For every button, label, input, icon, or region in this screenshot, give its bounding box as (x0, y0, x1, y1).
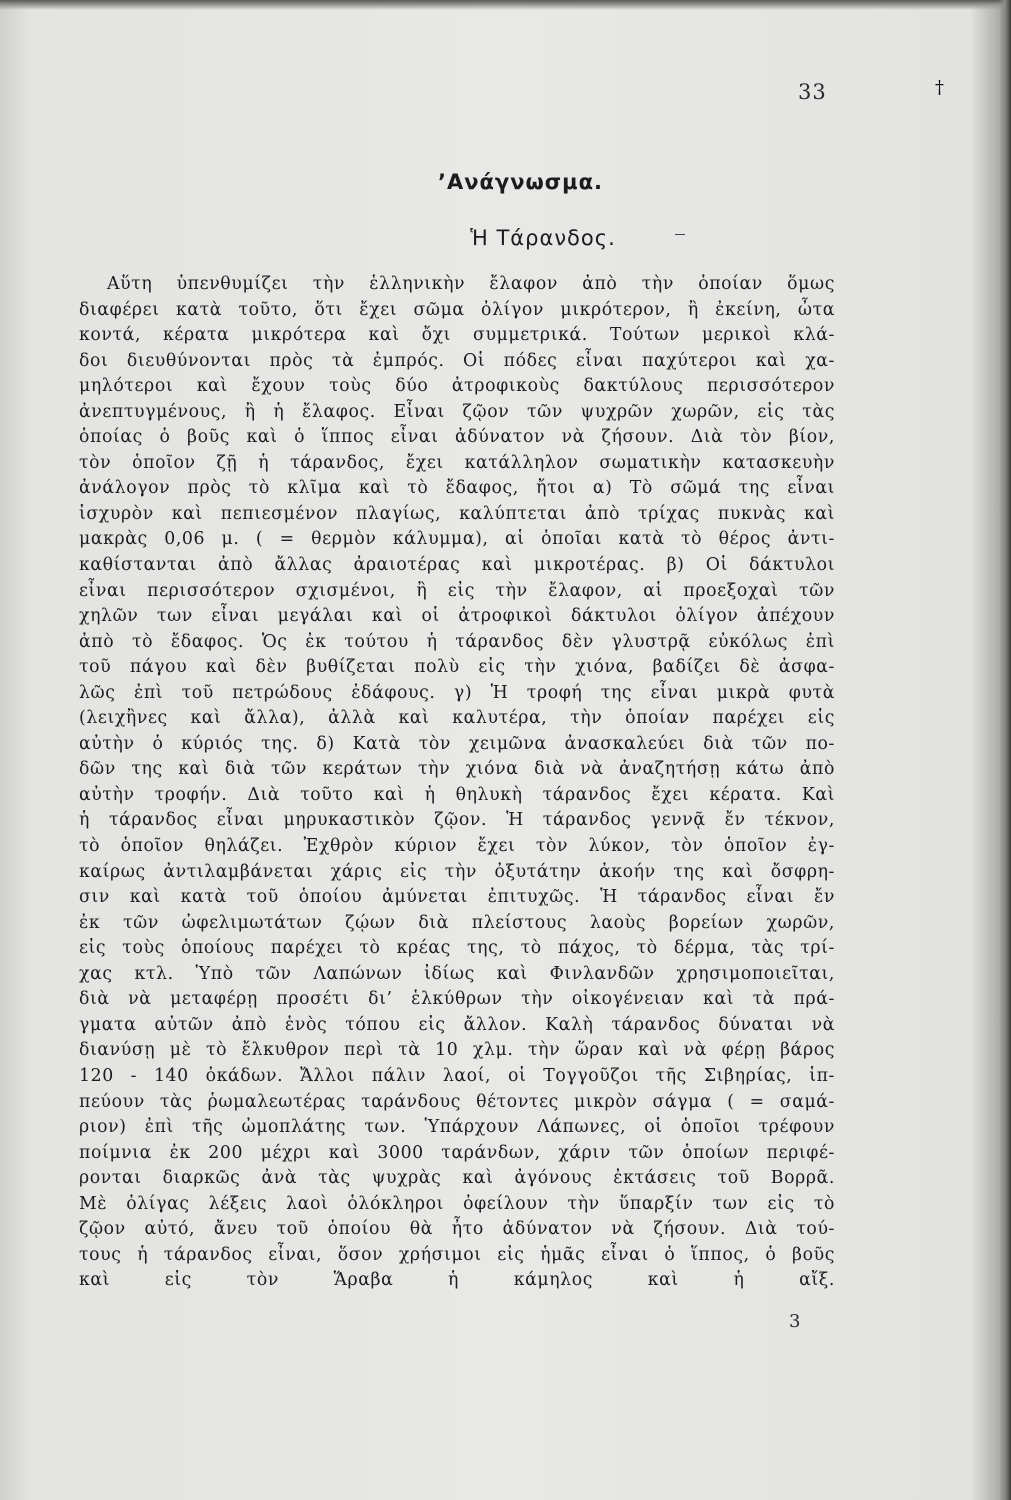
text-line: (λειχἢνες καὶ ἄλλα), ἀλλὰ καὶ καλυτέρα, τὴν ὁποίαν παρέχει εἰς (79, 708, 835, 729)
text-line: τὸ ὁποῖον θηλάζει. Ἐχθρὸν κύριον ἔχει τὸν λύκον, τὸν ὁποῖον ἐγ- (79, 836, 835, 857)
text-line: ἀπὸ τὸ ἔδαφος. Ὁς ἐκ τούτου ἡ τάρανδος δὲν γλυστρᾷ εὐκόλως ἐπὶ (79, 631, 835, 652)
text-line: ριον) ἐπὶ τῆς ὠμοπλάτης των. Ὑπάρχουν Λάπωνες, οἱ ὁποῖοι τρέφουν (79, 1117, 835, 1138)
text-line: τοῦ πάγου καὶ δὲν βυθίζεται πολὺ εἰς τὴν χιόνα, βαδίζει δὲ ἀσφα- (79, 657, 835, 678)
text-line: εἶναι περισσότερον σχισμένοι, ἢ εἰς τὴν ἔλαφον, αἱ προεξοχαὶ τῶν (79, 580, 835, 601)
page-top-shadow (0, 0, 1011, 10)
body-text (79, 272, 835, 1319)
margin-dash (675, 234, 685, 235)
text-line: σιν καὶ κατὰ τοῦ ὁποίου ἀμύνεται ἐπιτυχῶς. Ἡ τάρανδος εἶναι ἔν (79, 887, 835, 908)
text-line: κοντά, κέρατα μικρότερα καὶ ὄχι συμμετρικά. Τούτων μερικοὶ κλά- (79, 325, 835, 346)
text-line: ἰσχυρὸν καὶ πεπιεσμένον πλαγίως, καλύπτεται ἀπὸ τρίχας πυκνὰς καὶ (79, 503, 835, 524)
text-line: μηλότεροι καὶ ἔχουν τοὺς δύο ἀτροφικοὺς δακτύλους περισσότερον (79, 376, 835, 397)
text-line: χας κτλ. Ὑπὸ τῶν Λαπώνων ἰδίως καὶ Φινλανδῶν χρησιμοποιεῖται, (79, 963, 835, 984)
text-line: 120 - 140 ὀκάδων. Ἄλλοι πάλιν λαοί, οἱ Τογγοῦζοι τῆς Σιβηρίας, ἱπ- (79, 1065, 835, 1086)
text-line: διὰ νὰ μεταφέρῃ προσέτι δι’ ἑλκύθρων τὴν οἰκογένειαν καὶ τὰ πρά- (79, 989, 835, 1010)
text-line: εἰς τοὺς ὁποίους παρέχει τὸ κρέας της, τὸ πάχος, τὸ δέρμα, τὰς τρί- (79, 938, 835, 959)
text-line: πεύουν τὰς ῥωμαλεωτέρας ταράνδους θέτοντες μικρὸν σάγμα ( = σαμά- (79, 1091, 835, 1112)
text-line: λῶς ἐπὶ τοῦ πετρώδους ἐδάφους. γ) Ἡ τροφή της εἶναι μικρὰ φυτὰ (79, 682, 835, 703)
article-title: Ἡ Τάρανδος. (470, 226, 616, 250)
text-line: διαφέρει κατὰ τοῦτο, ὅτι ἔχει σῶμα ὀλίγον μικρότερον, ἢ ἐκείνη, ὦτα (79, 299, 835, 320)
text-line: διανύσῃ μὲ τὸ ἔλκυθρον περὶ τὰ 10 χλμ. τὴν ὥραν καὶ νὰ φέρῃ βάρος (79, 1040, 835, 1061)
text-line: δῶν της καὶ διὰ τῶν κεράτων τὴν χιόνα διὰ νὰ ἀναζητήσῃ κάτω ἀπὸ (79, 759, 835, 780)
text-line: Αὕτη ὑπενθυμίζει τὴν ἑλληνικὴν ἔλαφον ἀπὸ τὴν ὁποίαν ὅμως (107, 274, 835, 294)
text-line: αὐτὴν τροφήν. Διὰ τοῦτο καὶ ἡ θηλυκὴ τάρανδος ἔχει κέρατα. Καὶ (79, 784, 835, 805)
text-line: χηλῶν των εἶναι μεγάλαι καὶ οἱ ἀτροφικοὶ δάκτυλοι ὀλίγον ἀπέχουν (79, 606, 835, 627)
text-line: ὁποίας ὁ βοῦς καὶ ὁ ἵππος εἶναι ἀδύνατον νὰ ζήσουν. Διὰ τὸν βίον, (79, 427, 835, 448)
text-line: αὐτὴν ὁ κύριός της. δ) Κατὰ τὸν χειμῶνα ἀνασκαλεύει διὰ τῶν πο- (79, 733, 835, 754)
text-line: ρονται διαρκῶς ἀνὰ τὰς ψυχρὰς καὶ ἀγόνους ἐκτάσεις τοῦ Βορρᾶ. (79, 1168, 835, 1189)
section-title: ’Ανάγνωσμα. (437, 170, 604, 194)
text-line: ἀνάλογον πρὸς τὸ κλῖμα καὶ τὸ ἔδαφος, ἤτοι α) Τὸ σῶμά της εἶναι (79, 478, 835, 499)
text-line: ποίμνια ἐκ 200 μέχρι καὶ 3000 ταράνδων, χάριν τῶν ὁποίων περιφέ- (79, 1142, 835, 1163)
text-line: ἡ τάρανδος εἶναι μηρυκαστικὸν ζῷον. Ἡ τάρανδος γεννᾷ ἔν τέκνον, (79, 810, 835, 831)
text-line: τους ἡ τάρανδος εἶναι, ὅσον χρήσιμοι εἰς ἡμᾶς εἶναι ὁ ἵππος, ὁ βοῦς (79, 1244, 835, 1265)
text-line: καθίστανται ἀπὸ ἄλλας ἀραιοτέρας καὶ μικροτέρας. β) Οἱ δάκτυλοι (79, 555, 835, 576)
text-line: ἀνεπτυγμένους, ἢ ἡ ἔλαφος. Εἶναι ζῷον τῶν ψυχρῶν χωρῶν, εἰς τὰς (79, 401, 835, 422)
text-line: τὸν ὁποῖον ζῇ ἡ τάρανδος, ἔχει κατάλληλον σωματικὴν κατασκευὴν (79, 452, 835, 473)
text-line: Μὲ ὀλίγας λέξεις λαοὶ ὁλόκληροι ὀφείλουν τὴν ὕπαρξίν των εἰς τὸ (79, 1193, 835, 1214)
text-line: ζῷον αὐτό, ἄνευ τοῦ ὁποίου θὰ ἦτο ἀδύνατον νὰ ζήσουν. Διὰ τού- (79, 1219, 835, 1240)
signature-mark: 3 (789, 1311, 801, 1332)
text-line: καίρως ἀντιλαμβάνεται χάρις εἰς τὴν ὀξυτάτην ἀκοήν της καὶ ὄσφρη- (79, 861, 835, 882)
margin-mark: † (935, 77, 944, 98)
text-line: δοι διευθύνονται πρὸς τὰ ἐμπρός. Οἱ πόδες εἶναι παχύτεροι καὶ χα- (79, 350, 835, 371)
text-line (79, 1294, 835, 1320)
page-number: 33 (798, 80, 827, 104)
text-line: ἐκ τῶν ὠφελιμωτάτων ζῴων διὰ πλείστους λαοὺς βορείων χωρῶν, (79, 912, 835, 933)
page-binding-shadow (999, 0, 1011, 1500)
text-line: καὶ εἰς τὸν Ἅραβα ἡ κάμηλος καὶ ἡ αἴξ. (79, 1270, 835, 1291)
text-line: γματα αὐτῶν ἀπὸ ἑνὸς τόπου εἰς ἄλλον. Καλὴ τάρανδος δύναται νὰ (79, 1014, 835, 1035)
text-line: μακρὰς 0,06 μ. ( = θερμὸν κάλυμμα), αἱ ὁποῖαι κατὰ τὸ θέρος ἀντι- (79, 529, 835, 550)
